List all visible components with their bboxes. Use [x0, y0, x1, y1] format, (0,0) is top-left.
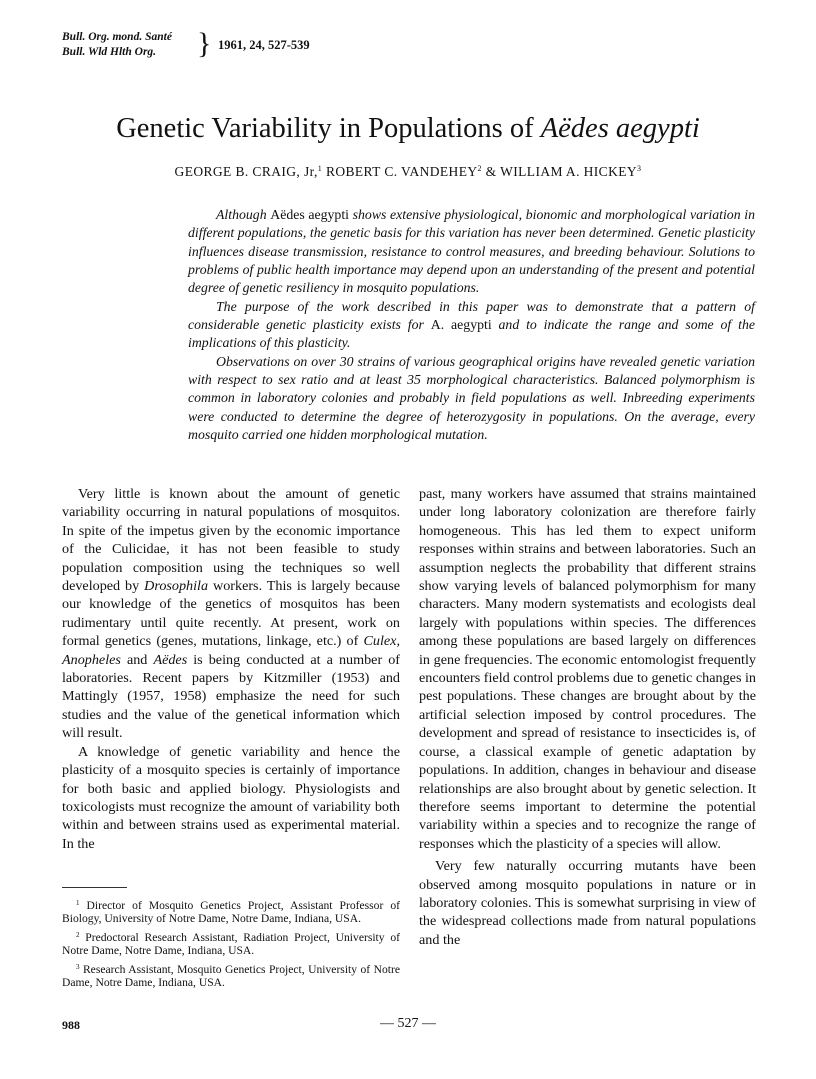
body-paragraph: A knowledge of genetic variability and hence the plasticity of a mosquito species is certainly of importance for both basic and applied biology. Physiologists and toxicologists must recognize the amount of variability both within and between strains used as experimental material. In the	[62, 743, 400, 852]
species-name: A. aegypti	[430, 317, 492, 333]
citation: 1961, 24, 527-539	[218, 38, 310, 52]
body-paragraph: past, many workers have assumed that strains maintained under long laboratory colonization are therefore fairly homogeneous. This has led them to expect uniform responses within strains and between laboratories. Such an assumption neglects the probability that different strains show varying levels of balanced polymorphism for many characters. Many modern systematists and ecologists deal largely with populations within species. The differences among these populations are based largely on differences in gene frequencies. The economic entomologist frequently encounters field control problems due to genetic changes in pest populations. These changes are brought about by the artificial selection imposed by control procedures. The development and spread of resistance to insecticides is, of course, a classical example of genetic adaptation by populations. In addition, changes in behaviour and disease relationships are also brought about by genetic selection. It therefore seems important to determine the potential variability within a species and to recognize the range of responses which the plasticity of a species will allow.	[419, 486, 756, 852]
author-name: ROBERT C. VANDEHEY	[325, 164, 478, 179]
genus-name: Drosophila	[144, 578, 209, 595]
title-text: Genetic Variability in Populations of	[116, 113, 541, 144]
journal-name-fr: Bull. Org. mond. Santé	[62, 31, 172, 43]
abstract-text: Although	[216, 207, 271, 222]
journal-brace: }	[197, 27, 212, 60]
document-code: 988	[62, 1018, 80, 1032]
abstract-paragraph: Observations on over 30 strains of various geographical origins have revealed genetic variation with respect to sex ratio and at least 35 morphological characteristics. Balanced polymorphism is common in laboratory colonies and probably in field populations as well. Inbreeding experiments were conducted to determine the degree of heterozygosity in populations. On the average, every mosquito carried one hidden morphological mutation.	[188, 353, 755, 443]
footnote-divider	[62, 887, 127, 888]
author-mark: 1	[317, 164, 323, 173]
body-text: Very little is known about the amount of genetic variability occurring in natural populations of mosquitos. In spite of the impetus given by the economic importance of the Culicidae, it has not been feasible to study population composition using the techniques so well developed by	[62, 486, 400, 595]
genus-name: Aëdes	[153, 651, 188, 668]
page-number: — 527 —	[380, 1016, 436, 1031]
genus-name: Culex, Anopheles	[62, 633, 400, 668]
footnote-mark: 2	[76, 930, 80, 939]
body-text: is being conducted at a number of laboratories. Recent papers by Kitzmiller (1953) and Mattingly (1957, 1958) emphasize the need for such studies and the value of the genetical information which will result.	[62, 651, 400, 742]
body-text: and	[120, 651, 154, 668]
author-mark: 3	[637, 164, 642, 173]
footnotes	[62, 897, 400, 992]
abstract-paragraph	[188, 206, 755, 298]
abstract-text: and to indicate the range and some of the implications of this plasticity.	[188, 317, 755, 351]
author-separator: &	[481, 164, 501, 179]
body-text: workers. This is largely because our knowledge of the genetics of mosquitos has been rudimentary until quite recently. At present, work on formal genetics (genes, mutations, linkage, etc.) of	[62, 578, 400, 650]
paper-title	[0, 112, 816, 146]
abstract	[188, 206, 755, 444]
abstract-paragraph	[188, 298, 755, 353]
body-paragraph	[62, 485, 400, 743]
title-species: Aëdes aegypti	[540, 113, 700, 144]
body-column-right	[419, 485, 756, 949]
abstract-text: shows extensive physiological, bionomic and morphological variation in different populations, the genetic basis for this variation has never been determined. Genetic plasticity influences disease transmission, resistance to control measures, and breeding behaviour. Solutions to problems of public health importance may depend upon an understanding of the present and potential degree of genetic resiliency in mosquito populations.	[188, 207, 755, 296]
author-mark: 2	[477, 164, 482, 173]
footnote-mark: 1	[76, 899, 80, 907]
journal-name-en: Bull. Wld Hlth Org.	[62, 46, 157, 58]
footnote-text: Director of Mosquito Genetics Project, Assistant Professor of Biology, University of Notre Dame, Notre Dame, Indiana, USA.	[62, 899, 400, 926]
body-paragraph: Very few naturally occurring mutants have been observed among mosquito populations in nature or in laboratory colonies. This is somewhat surprising in view of the widespread collections made from natural populations and the	[419, 858, 756, 948]
footnote	[62, 929, 400, 958]
author-name: GEORGE B. CRAIG, Jr,	[174, 164, 318, 179]
footnote	[62, 897, 400, 926]
footnote-mark: 3	[76, 962, 80, 971]
abstract-text: The purpose of the work described in this paper was to demonstrate that a pattern of considerable genetic plasticity exists for	[188, 298, 755, 333]
author-name: WILLIAM A. HICKEY	[500, 164, 638, 179]
footnote-text: Predoctoral Research Assistant, Radiation Project, University of Notre Dame, Notre Dame, Indiana, USA.	[62, 930, 400, 958]
footnote	[62, 961, 400, 990]
journal-names	[62, 30, 172, 60]
footnote-text: Research Assistant, Mosquito Genetics Project, University of Notre Dame, Notre Dame, Indiana, USA.	[62, 962, 400, 990]
species-name: Aëdes aegypti	[270, 207, 349, 222]
body-column-left	[62, 485, 400, 853]
author-list	[0, 164, 816, 180]
